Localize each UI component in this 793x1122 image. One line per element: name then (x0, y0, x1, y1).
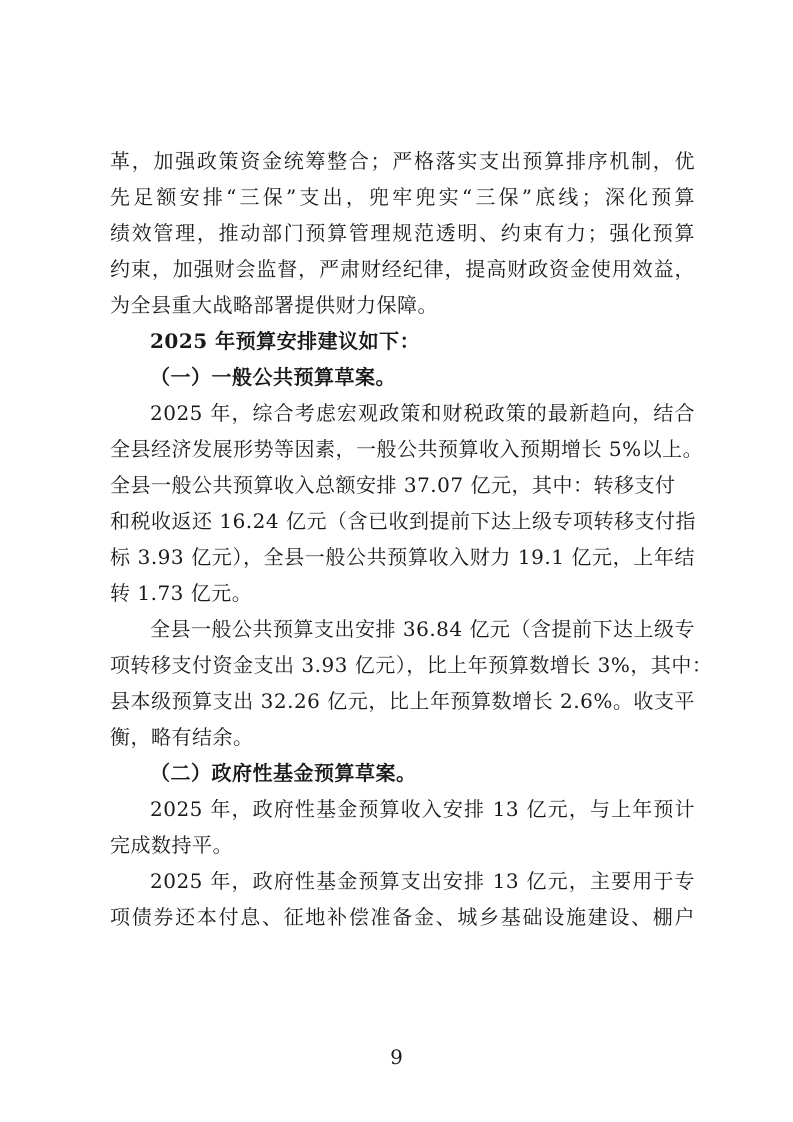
text-line: 项债券还本付息、征地补偿准备金、城乡基础设施建设、棚户 (110, 905, 695, 929)
text-line: 标 3.93 亿元），全县一般公共预算收入财力 19.1 亿元，上年结 (110, 545, 695, 569)
text-line: 为全县重大战略部署提供财力保障。 (110, 293, 438, 317)
text-line: 革，加强政策资金统筹整合；严格落实支出预算排序机制，优 (110, 149, 695, 173)
subsection-heading-general-budget: （一）一般公共预算草案。 (150, 365, 396, 389)
text-line: 完成数持平。 (110, 833, 233, 857)
section-heading-budget-proposal: 2025 年预算安排建议如下： (150, 329, 421, 353)
text-line: 2025 年，综合考虑宏观政策和财税政策的最新趋向，结合 (150, 401, 695, 425)
subsection-heading-fund-budget: （二）政府性基金预算草案。 (150, 761, 417, 785)
document-body (110, 143, 713, 935)
text-line: 全县一般公共预算支出安排 36.84 亿元（含提前下达上级专 (150, 617, 695, 641)
text-line: 2025 年，政府性基金预算收入安排 13 亿元，与上年预计 (150, 797, 695, 821)
page-number: 9 (390, 1045, 403, 1069)
paragraph-continuation (110, 143, 695, 323)
text-line: 绩效管理，推动部门预算管理规范透明、约束有力；强化预算 (110, 221, 695, 245)
text-line: 衡，略有结余。 (110, 725, 254, 749)
text-line: 2025 年，政府性基金预算支出安排 13 亿元，主要用于专 (150, 869, 695, 893)
text-line: 全县经济发展形势等因素，一般公共预算收入预期增长 5%以上。 (110, 437, 704, 461)
text-line: 转 1.73 亿元。 (110, 581, 253, 605)
text-line: 约束，加强财会监督，严肃财经纪律，提高财政资金使用效益， (110, 257, 695, 281)
paragraph-fund-budget-revenue (110, 791, 695, 863)
text-line: 项转移支付资金支出 3.93 亿元），比上年预算数增长 3%，其中： (110, 653, 713, 677)
paragraph-general-budget-revenue (110, 395, 704, 611)
paragraph-general-budget-expenditure (110, 611, 713, 755)
text-line: 全县一般公共预算收入总额安排 37.07 亿元，其中：转移支付 (110, 473, 676, 497)
text-line: 县本级预算支出 32.26 亿元，比上年预算数增长 2.6%。收支平 (110, 689, 695, 713)
text-line: 和税收返还 16.24 亿元（含已收到提前下达上级专项转移支付指 (110, 509, 696, 533)
text-line: 先足额安排“三保”支出，兜牢兜实“三保”底线；深化预算 (110, 185, 695, 209)
paragraph-fund-budget-expenditure (110, 863, 695, 935)
